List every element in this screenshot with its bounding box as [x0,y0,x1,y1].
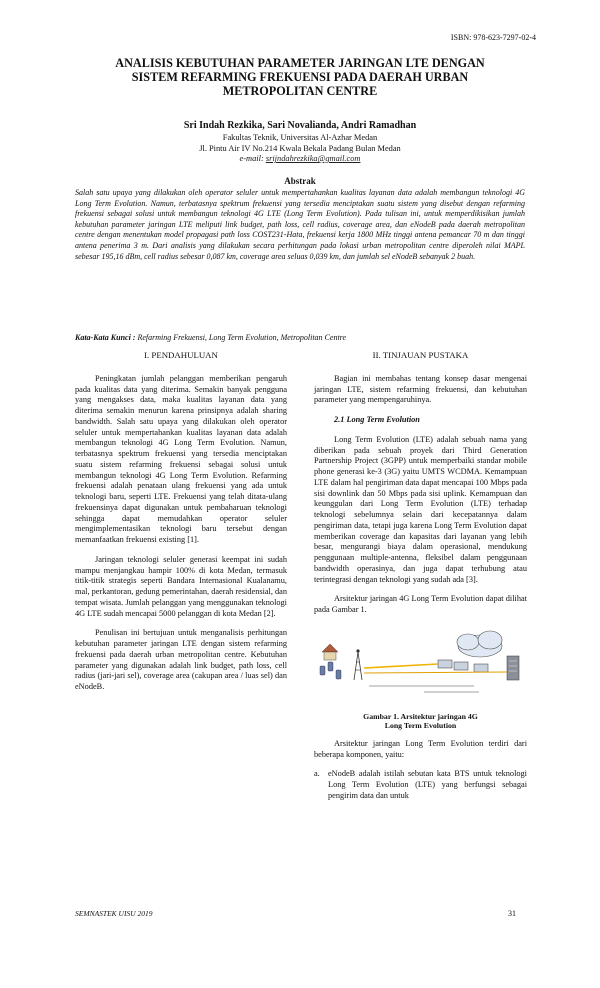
phone-icon [320,662,341,679]
email-label: e-mail: [239,154,264,163]
footer-conference: SEMNASTEK UISU 2019 [75,909,153,918]
paper-title [70,56,530,98]
section-heading: I. PENDAHULUAN [144,350,218,360]
address-line: Jl. Pintu Air IV No.214 Kwala Bekala Padang Bulan Medan [199,143,401,153]
caption-line: Long Term Evolution [384,721,457,731]
subsection-heading: 2.1 Long Term Evolution [334,415,420,424]
gateway-icon [438,660,488,672]
authors: Sri Indah Rezkika, Sari Novalianda, Andri Ramadhan [183,120,417,131]
paragraph: Arsitektur jaringan 4G Long Term Evolution dapat dilihat pada Gambar 1. [314,594,527,614]
figure-caption [314,712,527,731]
list-item [314,769,527,801]
paragraph: Peningkatan jumlah pelanggan memberikan pengaruh pada kualitas data yang diterima. Semakin banyak pengguna yang mengakses data, maka kualitas layanan data yang diterima semakin menurun karena prinsipnya adalah sharing bandwidth. Salah satu upaya yang dilakukan oleh operator seluler untuk mempertahankan kualitas layanan data adalah membangun teknologi 4G Long Term Evolution. Namun, terbatasnya spektrum frekuensi yang tersedia menciptakan suatu sistem refarming frekuensi sebagai solusi untuk membangun teknologi 4G Long Term Evolution. Refarming frekuensi adalah penataan ulang frekuensi yang ada untuk teknologi baru, seperti LTE. Frekuensi yang telah ditata-ulang frekuensinya dapat digunakan untuk pembaharuan teknologi sehingga dapat memudahkan operator seluler mengimplementasikan teknologi baru tersebut dengan memanfaatkan frekuensi existing [1]. [75,373,287,544]
affiliation [70,133,530,165]
lte-architecture-figure [314,626,527,706]
page-number: 31 [508,909,516,918]
title-line: SISTEM REFARMING FREKUENSI PADA DAERAH URBAN [131,70,469,84]
list-marker: a. [314,769,320,779]
right-column [314,350,527,802]
affiliation-line: Fakultas Teknik, Universitas Al-Azhar Medan [222,133,378,142]
email-link[interactable]: srijndahrezkika@gmail.com [265,154,361,163]
email-line [70,154,530,165]
keywords-label: Kata-Kata Kunci : [75,333,136,342]
lte-architecture-diagram [314,626,527,706]
keywords [75,333,530,342]
paragraph: Jaringan teknologi seluler generasi keempat ini sudah mampu menjangkau hampir 100% di kota Medan, termasuk titik-titik strategis seperti Bandara Internasional Kualanamu, mal, perkantoran, gedung pemerintahan, daerah residensial, dan tempat wisata. Jumlah pelanggan yang menggunakan teknologi 4G LTE sudah mencapai 5000 pelanggan di kota Medan [2]. [75,554,287,618]
list-item-text: eNodeB adalah istilah sebutan kata BTS untuk teknologi Long Term Evolution (LTE) yang berfungsi sebagai pengirim data dan untuk [328,769,527,800]
title-line: ANALISIS KEBUTUHAN PARAMETER JARINGAN LTE DENGAN [115,56,485,70]
cloud-icon [457,631,502,657]
paragraph: Penulisan ini bertujuan untuk menganalisis perhitungan kebutuhan parameter jaringan LTE dengan sistem refarming frekuensi pada daerah urban metropolitan centre. Kebutuhan parameter yang digunakan adalah link budget, path loss, cell radius (jari-jari sel), coverage area (cakupan area / luas sel) dan eNodeB. [75,628,287,691]
paragraph: Long Term Evolution (LTE) adalah sebuah nama yang diberikan pada sebuah proyek dari Third Generation Partnership Project (3GPP) untuk memperbaiki standar mobile phone generasi ke-3 (3G) yaitu UMTS WCDMA. Kemampuan LTE dalam hal pengiriman data dapat mencapai 100 Mbps pada sisi downlink dan 50 Mbps pada sisi uplink. Kemampuan dan keunggulan dari Long Term Evolution (LTE) terhadap teknologi sebelumnya selain dari kecepatannya dalam pengiriman data, tetapi juga karena Long Term Evolution dapat memberikan coverage dan kapasitas dari layanan yang lebih besar, mengurangi biaya dalam operasional, mendukung penggunaan multiple-antenna, fleksibel dalam penggunaan bandwidth operasinya, dan juga dapat terhubung atau terintegrasi dengan teknologi yang sudah ada [3]. [314,434,527,584]
server-icon [507,656,519,680]
title-line: METROPOLITAN CENTRE [222,84,378,98]
backhaul-link [364,664,438,668]
abstract-heading: Abstrak [284,176,316,186]
antenna-tower-icon [354,649,362,680]
paragraph: Arsitektur jaringan Long Term Evolution terdiri dari beberapa komponen, yaitu: [314,738,527,759]
left-column [75,350,287,702]
paragraph: Bagian ini membahas tentang konsep dasar mengenai jaringan LTE, sistem refarming frekuensi, dan kebutuhan parameter yang mempengaruhinya. [314,373,527,405]
house-icon [322,644,338,660]
section-heading: II. TINJAUAN PUSTAKA [372,350,469,360]
core-link [364,672,507,673]
isbn: ISBN: 978-623-7297-02-4 [450,33,536,42]
caption-line: Gambar 1. Arsitektur jaringan 4G [363,711,478,721]
keywords-text: Refarming Frekuensi, Long Term Evolution, Metropolitan Centre [137,333,347,342]
abstract-text: Salah satu upaya yang dilakukan oleh operator seluler untuk mempertahankan kualitas layanan data adalah membangun teknologi 4G Long Term Evolution. Namun, terbatasnya spektrum frekuensi yang tersedia menciptakan suatu sistem yang disebut dengan refarming frekuensi sebagai solusi untuk membangun teknologi 4G LTE (Long Term Evolution). Pada tulisan ini, untuk memperdikisikan jumlah kebutuhan parameter jaringan LTE meliputi link budget, path loss, cell radius, coverage area, dan eNodeB pada daerah metropolitan centre dengan menentukan model propagasi path loss COST231-Hata, frekuensi kerja 1800 MHz tinggi antena pemancar 70 m dan tinggi antena penerima 3 m. Dari analisis yang dilakukan secara perhitungan pada lokasi urban metropolitan centre diperoleh nilai MAPL sebesar 195,16 dBm, cell radius sebesar 0,087 km, coverage area seluas 0,039 km, dan jumlah sel eNodeB sebanyak 2 buah. [75,188,525,261]
